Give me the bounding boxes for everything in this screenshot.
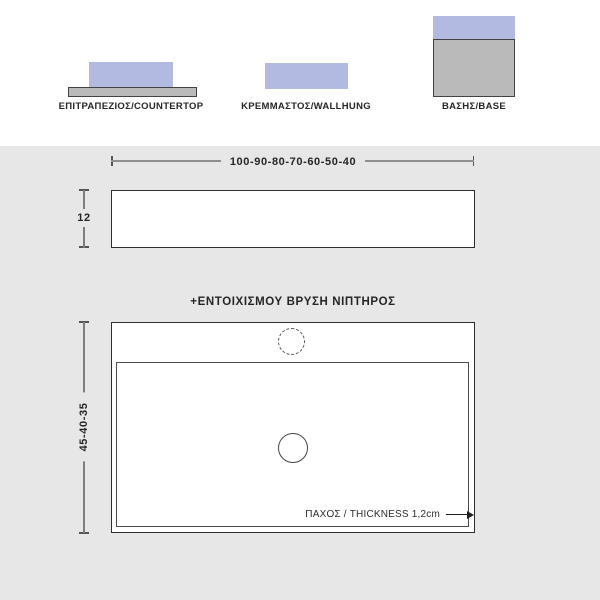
drain-hole-circle-icon — [278, 433, 308, 463]
side-view-rectangle — [111, 190, 475, 248]
thickness-annotation — [305, 509, 474, 520]
countertop-label: ΕΠΙΤΡΑΠΕΖΙΟΣ/COUNTERTOP — [58, 101, 204, 112]
faucet-hole-dashed-circle-icon — [278, 328, 305, 355]
base-pedestal-icon — [433, 39, 515, 97]
base-basin-icon — [433, 16, 515, 39]
top-view-outer-rectangle — [111, 322, 475, 533]
width-dimension-value: 100-90-80-70-60-50-40 — [221, 156, 365, 168]
height-dimension-value: 12 — [76, 209, 91, 227]
top-view-title: +ΕΝΤΟΙΧΙΣΜΟΥ ΒΡΥΣΗ ΝΙΠΤΗΡΟΣ — [190, 296, 396, 308]
thickness-arrow-line — [446, 514, 467, 516]
width-dimension — [111, 152, 475, 170]
base-label: ΒΑΣΗΣ/BASE — [441, 101, 507, 112]
wallhung-label: ΚΡΕΜΜΑΣΤΟΣ/WALLHUNG — [241, 101, 371, 112]
wallhung-basin-icon — [265, 63, 348, 89]
depth-dimension-value: 45-40-35 — [78, 393, 90, 462]
countertop-slab-icon — [68, 87, 197, 97]
thickness-label: ΠΑΧΟΣ / THICKNESS 1,2cm — [305, 509, 440, 520]
installation-types-section — [0, 0, 600, 146]
countertop-basin-icon — [89, 62, 173, 87]
thickness-arrow-head-icon — [467, 511, 474, 519]
